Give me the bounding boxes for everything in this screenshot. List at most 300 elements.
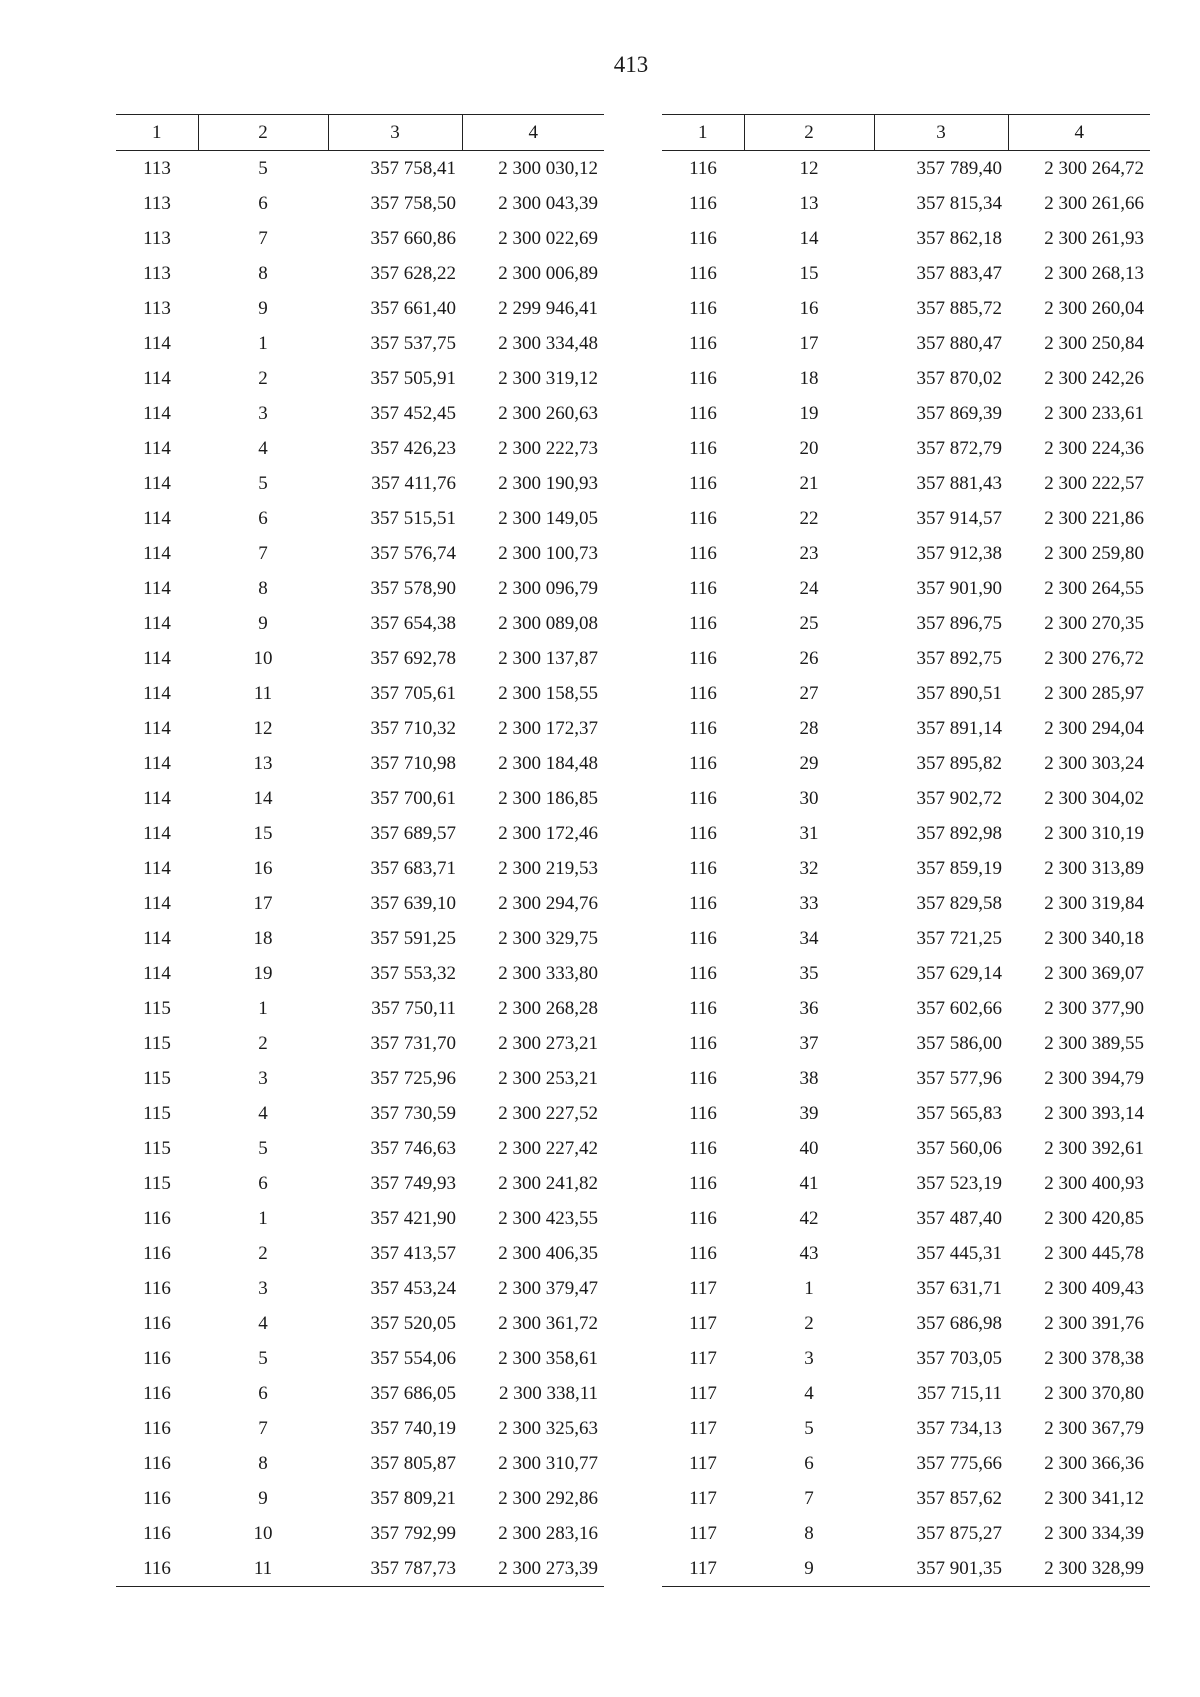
table-row [662, 1026, 1150, 1061]
cell-point-number: 9 [744, 1551, 874, 1587]
cell-coordinate-y: 2 300 319,84 [1044, 892, 1144, 914]
table-row [116, 1306, 604, 1341]
table-row [116, 1026, 604, 1061]
cell-coordinate-x: 357 523,19 [916, 1172, 1002, 1194]
cell-coordinate-x: 357 809,21 [370, 1487, 456, 1509]
cell-coordinate-y: 2 300 377,90 [1044, 997, 1144, 1019]
cell-coordinate-y: 2 300 334,48 [498, 332, 598, 354]
cell-coordinate-y: 2 300 260,04 [1044, 297, 1144, 319]
cell-point-number: 21 [799, 472, 819, 494]
cell-point-number: 5 [258, 1347, 268, 1369]
cell-point-number: 30 [799, 787, 819, 809]
cell-coordinate-x: 357 421,90 [370, 1207, 456, 1229]
cell-parcel-number: 116 [143, 1522, 171, 1544]
table-row [662, 466, 1150, 501]
table-row [116, 1096, 604, 1131]
cell-parcel-number: 117 [689, 1487, 717, 1509]
cell-coordinate-y: 2 300 423,55 [498, 1207, 598, 1229]
cell-point-number: 22 [799, 507, 819, 529]
cell-point-number: 7 [258, 1417, 268, 1439]
table-row [116, 1131, 604, 1166]
cell-point-number: 38 [799, 1067, 819, 1089]
page-number: 413 [613, 52, 649, 77]
cell-coordinate-y: 2 300 261,66 [1044, 192, 1144, 214]
cell-coordinate-x: 357 710,98 [370, 752, 456, 774]
cell-coordinate-x: 357 654,38 [370, 612, 456, 634]
cell-coordinate-x: 357 881,43 [916, 472, 1002, 494]
cell-coordinate-x: 357 453,24 [370, 1277, 456, 1299]
table-row [116, 956, 604, 991]
cell-point-number: 1 [258, 1207, 268, 1229]
table-row [116, 256, 604, 291]
cell-parcel-number: 117 [689, 1382, 717, 1404]
cell-coordinate-y: 2 300 394,79 [1044, 1067, 1144, 1089]
column-header-1: 1 [662, 115, 744, 151]
cell-point-number: 6 [804, 1452, 814, 1474]
table-row [116, 221, 604, 256]
cell-point-number: 5 [258, 472, 268, 494]
cell-coordinate-y: 2 300 186,85 [498, 787, 598, 809]
cell-coordinate-x: 357 859,19 [916, 857, 1002, 879]
cell-coordinate-x: 357 895,82 [916, 752, 1002, 774]
cell-coordinate-y: 2 300 369,07 [1044, 962, 1144, 984]
cell-point-number: 12 [253, 717, 273, 739]
cell-parcel-number: 116 [689, 1242, 717, 1264]
table-row [116, 1376, 604, 1411]
cell-point-number: 6 [258, 507, 268, 529]
header-row [116, 115, 604, 151]
cell-coordinate-y: 2 300 043,39 [498, 192, 598, 214]
cell-coordinate-x: 357 411,76 [371, 472, 456, 494]
cell-point-number: 15 [253, 822, 273, 844]
cell-point-number: 8 [258, 1452, 268, 1474]
cell-coordinate-y: 2 300 030,12 [498, 157, 598, 179]
cell-coordinate-y: 2 300 292,86 [498, 1487, 598, 1509]
column-header-4: 4 [462, 115, 604, 151]
cell-coordinate-y: 2 300 319,12 [498, 367, 598, 389]
cell-point-number: 7 [258, 542, 268, 564]
cell-parcel-number: 115 [143, 1137, 171, 1159]
table-row [662, 326, 1150, 361]
table-row [116, 1446, 604, 1481]
cell-coordinate-x: 357 629,14 [916, 962, 1002, 984]
cell-coordinate-y: 2 300 268,28 [498, 997, 598, 1019]
cell-parcel-number: 116 [689, 752, 717, 774]
cell-parcel-number: 116 [689, 472, 717, 494]
cell-point-number: 4 [258, 1102, 268, 1124]
cell-coordinate-x: 357 591,25 [370, 927, 456, 949]
cell-parcel-number: 116 [143, 1312, 171, 1334]
cell-parcel-number: 116 [143, 1452, 171, 1474]
table-row [116, 151, 604, 187]
cell-coordinate-y: 2 300 393,14 [1044, 1102, 1144, 1124]
cell-coordinate-y: 2 300 340,18 [1044, 927, 1144, 949]
cell-point-number: 4 [258, 437, 268, 459]
cell-coordinate-x: 357 875,27 [916, 1522, 1002, 1544]
cell-point-number: 10 [253, 647, 273, 669]
table-row [662, 1446, 1150, 1481]
column-header-2: 2 [198, 115, 328, 151]
cell-parcel-number: 116 [689, 647, 717, 669]
cell-parcel-number: 116 [689, 1102, 717, 1124]
table-row [662, 396, 1150, 431]
cell-coordinate-x: 357 560,06 [916, 1137, 1002, 1159]
cell-parcel-number: 114 [143, 472, 171, 494]
cell-point-number: 20 [799, 437, 819, 459]
cell-coordinate-y: 2 300 303,24 [1044, 752, 1144, 774]
table-row [662, 1411, 1150, 1446]
cell-coordinate-y: 2 300 227,52 [498, 1102, 598, 1124]
cell-coordinate-x: 357 883,47 [916, 262, 1002, 284]
cell-coordinate-y: 2 300 310,19 [1044, 822, 1144, 844]
cell-coordinate-y: 2 300 366,36 [1044, 1452, 1144, 1474]
cell-coordinate-y: 2 300 378,38 [1044, 1347, 1144, 1369]
cell-coordinate-x: 357 602,66 [916, 997, 1002, 1019]
cell-parcel-number: 114 [143, 857, 171, 879]
cell-coordinate-x: 357 815,34 [916, 192, 1002, 214]
cell-coordinate-y: 2 300 294,76 [498, 892, 598, 914]
cell-point-number: 8 [804, 1522, 814, 1544]
cell-coordinate-y: 2 300 261,93 [1044, 227, 1144, 249]
cell-parcel-number: 115 [143, 1032, 171, 1054]
cell-parcel-number: 116 [143, 1277, 171, 1299]
cell-point-number: 4 [804, 1382, 814, 1404]
cell-coordinate-y: 2 300 285,97 [1044, 682, 1144, 704]
cell-parcel-number: 116 [143, 1417, 171, 1439]
cell-point-number: 2 [804, 1312, 814, 1334]
cell-parcel-number: 114 [143, 962, 171, 984]
table-row [116, 711, 604, 746]
table-row [662, 1131, 1150, 1166]
cell-coordinate-y: 2 300 273,21 [498, 1032, 598, 1054]
cell-point-number: 7 [804, 1487, 814, 1509]
cell-coordinate-x: 357 628,22 [370, 262, 456, 284]
cell-point-number: 17 [799, 332, 819, 354]
cell-point-number: 1 [258, 997, 268, 1019]
table-row [116, 1271, 604, 1306]
table-row [662, 151, 1150, 187]
column-header-3: 3 [328, 115, 462, 151]
cell-point-number: 13 [799, 192, 819, 214]
cell-parcel-number: 116 [689, 192, 717, 214]
cell-coordinate-x: 357 880,47 [916, 332, 1002, 354]
cell-coordinate-y: 2 300 294,04 [1044, 717, 1144, 739]
cell-coordinate-y: 2 300 370,80 [1044, 1382, 1144, 1404]
column-header-1: 1 [116, 115, 198, 151]
cell-coordinate-y: 2 300 304,02 [1044, 787, 1144, 809]
cell-point-number: 35 [799, 962, 819, 984]
cell-parcel-number: 117 [689, 1452, 717, 1474]
cell-coordinate-x: 357 731,70 [370, 1032, 456, 1054]
cell-parcel-number: 116 [689, 1032, 717, 1054]
column-header-4: 4 [1008, 115, 1150, 151]
cell-point-number: 9 [258, 297, 268, 319]
table-row [662, 991, 1150, 1026]
cell-coordinate-y: 2 300 233,61 [1044, 402, 1144, 424]
table-row [116, 1201, 604, 1236]
cell-coordinate-y: 2 300 096,79 [498, 577, 598, 599]
cell-point-number: 25 [799, 612, 819, 634]
cell-point-number: 19 [799, 402, 819, 424]
cell-coordinate-y: 2 300 400,93 [1044, 1172, 1144, 1194]
table-row [662, 956, 1150, 991]
cell-coordinate-x: 357 902,72 [916, 787, 1002, 809]
cell-point-number: 27 [799, 682, 819, 704]
table-row [662, 851, 1150, 886]
cell-point-number: 39 [799, 1102, 819, 1124]
table-row [662, 1551, 1150, 1587]
cell-point-number: 13 [253, 752, 273, 774]
cell-point-number: 40 [799, 1137, 819, 1159]
cell-parcel-number: 113 [143, 262, 171, 284]
cell-parcel-number: 114 [143, 822, 171, 844]
cell-parcel-number: 116 [689, 227, 717, 249]
table-row [662, 501, 1150, 536]
cell-coordinate-x: 357 730,59 [370, 1102, 456, 1124]
cell-coordinate-y: 2 300 334,39 [1044, 1522, 1144, 1544]
cell-point-number: 3 [258, 402, 268, 424]
cell-point-number: 16 [253, 857, 273, 879]
cell-point-number: 9 [258, 1487, 268, 1509]
cell-parcel-number: 114 [143, 717, 171, 739]
table-row [116, 991, 604, 1026]
cell-coordinate-x: 357 896,75 [916, 612, 1002, 634]
cell-coordinate-x: 357 870,02 [916, 367, 1002, 389]
table-body [662, 151, 1150, 1587]
cell-parcel-number: 117 [689, 1347, 717, 1369]
coordinates-table-right [662, 114, 1150, 1587]
cell-coordinate-x: 357 715,11 [917, 1382, 1002, 1404]
table-row [662, 816, 1150, 851]
table-row [662, 676, 1150, 711]
table-row [116, 851, 604, 886]
cell-parcel-number: 116 [689, 262, 717, 284]
cell-coordinate-x: 357 426,23 [370, 437, 456, 459]
cell-parcel-number: 114 [143, 577, 171, 599]
table-row [116, 291, 604, 326]
cell-coordinate-x: 357 553,32 [370, 962, 456, 984]
cell-parcel-number: 116 [689, 367, 717, 389]
cell-point-number: 2 [258, 367, 268, 389]
table-row [662, 536, 1150, 571]
cell-parcel-number: 114 [143, 402, 171, 424]
table-row [662, 1516, 1150, 1551]
cell-parcel-number: 116 [689, 612, 717, 634]
cell-coordinate-y: 2 300 328,99 [1008, 1551, 1150, 1587]
cell-coordinate-x: 357 734,13 [916, 1417, 1002, 1439]
cell-coordinate-y: 2 300 260,63 [498, 402, 598, 424]
cell-point-number: 3 [258, 1277, 268, 1299]
cell-parcel-number: 116 [689, 997, 717, 1019]
cell-coordinate-x: 357 639,10 [370, 892, 456, 914]
cell-coordinate-x: 357 787,73 [328, 1551, 462, 1587]
cell-coordinate-y: 2 300 006,89 [498, 262, 598, 284]
cell-coordinate-x: 357 705,61 [370, 682, 456, 704]
cell-point-number: 10 [253, 1522, 273, 1544]
cell-coordinate-y: 2 300 172,46 [498, 822, 598, 844]
cell-parcel-number: 116 [689, 787, 717, 809]
cell-coordinate-y: 2 300 391,76 [1044, 1312, 1144, 1334]
cell-parcel-number: 116 [143, 1382, 171, 1404]
table-row [116, 1166, 604, 1201]
cell-coordinate-y: 2 300 264,72 [1044, 157, 1144, 179]
cell-parcel-number: 114 [143, 682, 171, 704]
cell-coordinate-x: 357 577,96 [916, 1067, 1002, 1089]
cell-parcel-number: 116 [143, 1347, 171, 1369]
table-row [116, 746, 604, 781]
table-row [662, 921, 1150, 956]
cell-point-number: 2 [258, 1032, 268, 1054]
cell-parcel-number: 116 [143, 1487, 171, 1509]
cell-coordinate-y: 2 300 341,12 [1044, 1487, 1144, 1509]
cell-coordinate-x: 357 872,79 [916, 437, 1002, 459]
cell-parcel-number: 116 [689, 962, 717, 984]
cell-parcel-number: 114 [143, 367, 171, 389]
cell-point-number: 8 [258, 262, 268, 284]
cell-parcel-number: 117 [689, 1417, 717, 1439]
cell-coordinate-x: 357 565,83 [916, 1102, 1002, 1124]
cell-coordinate-y: 2 300 241,82 [498, 1172, 598, 1194]
cell-coordinate-x: 357 661,40 [370, 297, 456, 319]
cell-coordinate-y: 2 300 222,73 [498, 437, 598, 459]
cell-coordinate-x: 357 686,05 [370, 1382, 456, 1404]
table-row [662, 1341, 1150, 1376]
cell-coordinate-x: 357 725,96 [370, 1067, 456, 1089]
cell-coordinate-x: 357 445,31 [916, 1242, 1002, 1264]
cell-parcel-number: 117 [662, 1551, 744, 1587]
cell-parcel-number: 114 [143, 787, 171, 809]
cell-parcel-number: 116 [689, 822, 717, 844]
cell-point-number: 6 [258, 1172, 268, 1194]
table-row [662, 1061, 1150, 1096]
table-row [116, 571, 604, 606]
cell-coordinate-y: 2 300 184,48 [498, 752, 598, 774]
table-row [116, 536, 604, 571]
cell-coordinate-x: 357 515,51 [370, 507, 456, 529]
cell-coordinate-x: 357 703,05 [916, 1347, 1002, 1369]
cell-coordinate-x: 357 700,61 [370, 787, 456, 809]
table-row [662, 186, 1150, 221]
cell-coordinate-x: 357 891,14 [916, 717, 1002, 739]
cell-coordinate-x: 357 520,05 [370, 1312, 456, 1334]
cell-parcel-number: 115 [143, 1102, 171, 1124]
cell-coordinate-y: 2 300 268,13 [1044, 262, 1144, 284]
cell-parcel-number: 114 [143, 612, 171, 634]
cell-parcel-number: 114 [143, 927, 171, 949]
cell-point-number: 29 [799, 752, 819, 774]
table-row [662, 1306, 1150, 1341]
cell-coordinate-x: 357 554,06 [370, 1347, 456, 1369]
cell-point-number: 3 [258, 1067, 268, 1089]
cell-coordinate-y: 2 300 264,55 [1044, 577, 1144, 599]
cell-coordinate-y: 2 300 100,73 [498, 542, 598, 564]
cell-parcel-number: 116 [689, 1067, 717, 1089]
table-row [662, 641, 1150, 676]
table-row [116, 1551, 604, 1587]
table-row [662, 606, 1150, 641]
cell-coordinate-x: 357 746,63 [370, 1137, 456, 1159]
cell-coordinate-y: 2 300 172,37 [498, 717, 598, 739]
cell-coordinate-y: 2 300 445,78 [1044, 1242, 1144, 1264]
cell-parcel-number: 117 [689, 1312, 717, 1334]
cell-coordinate-x: 357 710,32 [370, 717, 456, 739]
cell-coordinate-y: 2 300 253,21 [498, 1067, 598, 1089]
cell-point-number: 14 [799, 227, 819, 249]
cell-point-number: 5 [258, 1137, 268, 1159]
cell-parcel-number: 114 [143, 542, 171, 564]
cell-coordinate-y: 2 300 379,47 [498, 1277, 598, 1299]
cell-parcel-number: 114 [143, 892, 171, 914]
cell-coordinate-x: 357 862,18 [916, 227, 1002, 249]
cell-point-number: 1 [804, 1277, 814, 1299]
cell-parcel-number: 115 [143, 997, 171, 1019]
cell-parcel-number: 117 [689, 1522, 717, 1544]
cell-parcel-number: 115 [143, 1067, 171, 1089]
cell-point-number: 14 [253, 787, 273, 809]
cell-parcel-number: 116 [689, 1172, 717, 1194]
cell-point-number: 15 [799, 262, 819, 284]
cell-parcel-number: 116 [689, 927, 717, 949]
cell-point-number: 19 [253, 962, 273, 984]
cell-parcel-number: 113 [143, 227, 171, 249]
cell-coordinate-x: 357 683,71 [370, 857, 456, 879]
cell-parcel-number: 116 [689, 542, 717, 564]
table-row [116, 186, 604, 221]
cell-point-number: 6 [258, 1382, 268, 1404]
cell-coordinate-x: 357 750,11 [371, 997, 456, 1019]
cell-coordinate-x: 357 576,74 [370, 542, 456, 564]
cell-point-number: 6 [258, 192, 268, 214]
cell-point-number: 43 [799, 1242, 819, 1264]
table-row [116, 1411, 604, 1446]
cell-point-number: 16 [799, 297, 819, 319]
cell-point-number: 7 [258, 227, 268, 249]
cell-coordinate-x: 357 901,90 [916, 577, 1002, 599]
table-row [662, 221, 1150, 256]
table-row [116, 326, 604, 361]
table-row [662, 1166, 1150, 1201]
cell-coordinate-x: 357 537,75 [370, 332, 456, 354]
cell-coordinate-y: 2 300 222,57 [1044, 472, 1144, 494]
table-row [116, 431, 604, 466]
table-row [116, 466, 604, 501]
cell-coordinate-y: 2 300 158,55 [498, 682, 598, 704]
cell-point-number: 5 [804, 1417, 814, 1439]
cell-parcel-number: 114 [143, 507, 171, 529]
table-row [662, 1376, 1150, 1411]
cell-parcel-number: 116 [689, 157, 717, 179]
cell-parcel-number: 116 [689, 857, 717, 879]
cell-coordinate-x: 357 892,75 [916, 647, 1002, 669]
cell-coordinate-y: 2 300 367,79 [1044, 1417, 1144, 1439]
table-row [662, 781, 1150, 816]
cell-coordinate-y: 2 300 392,61 [1044, 1137, 1144, 1159]
header-row [662, 115, 1150, 151]
table-row [662, 1481, 1150, 1516]
table-row [116, 501, 604, 536]
cell-point-number: 41 [799, 1172, 819, 1194]
table-row [116, 816, 604, 851]
cell-parcel-number: 116 [689, 1207, 717, 1229]
cell-coordinate-y: 2 300 273,39 [462, 1551, 604, 1587]
cell-coordinate-y: 2 300 409,43 [1044, 1277, 1144, 1299]
cell-coordinate-x: 357 758,50 [370, 192, 456, 214]
cell-point-number: 11 [253, 682, 273, 704]
cell-coordinate-y: 2 300 338,11 [498, 1382, 598, 1404]
cell-parcel-number: 116 [689, 682, 717, 704]
cell-coordinate-y: 2 300 329,75 [498, 927, 598, 949]
table-body [116, 151, 604, 1587]
